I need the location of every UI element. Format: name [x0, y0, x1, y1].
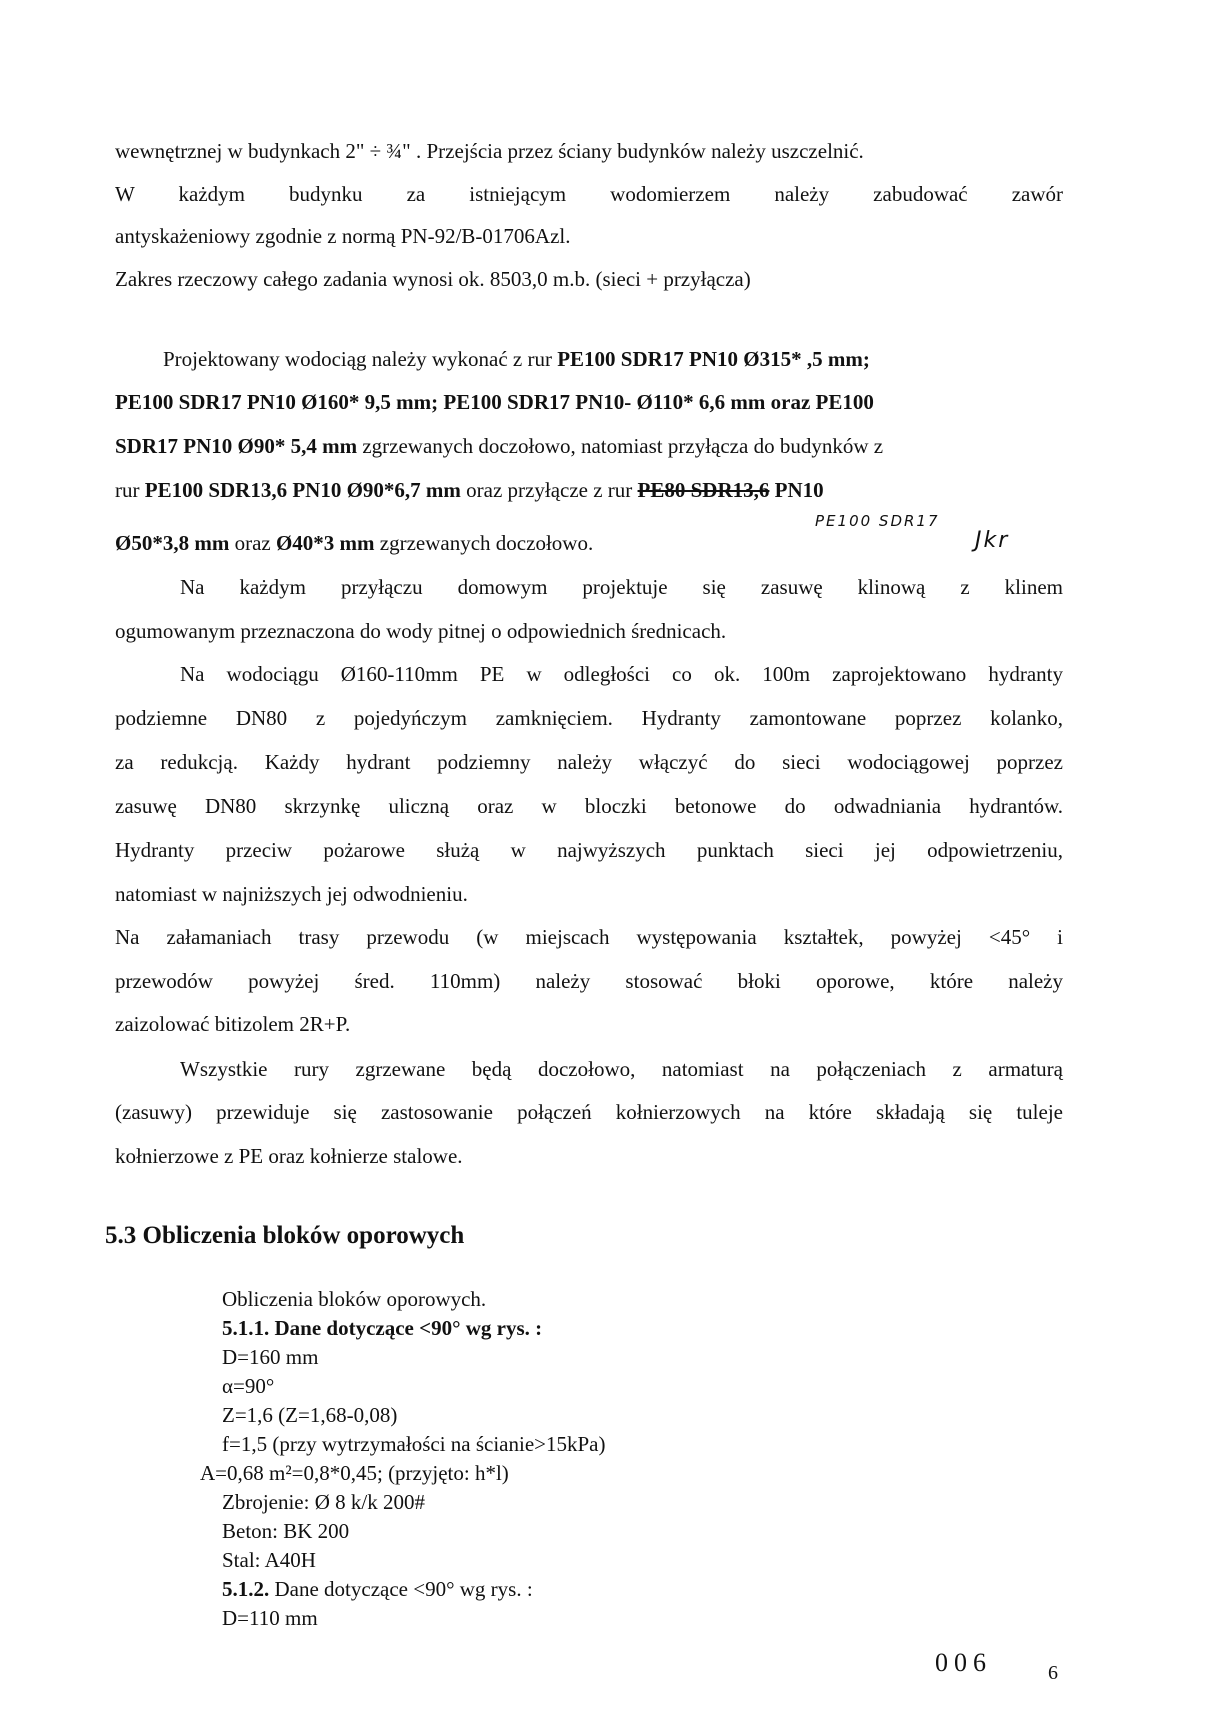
calc-section-number: 5.1.1.: [222, 1316, 270, 1340]
calc-line: Z=1,6 (Z=1,68-0,08): [222, 1403, 398, 1427]
text-line: kołnierzowe z PE oraz kołnierze stalowe.: [115, 1144, 463, 1168]
pipe-spec: Ø40*3 mm: [275, 531, 375, 555]
calc-line: D=160 mm: [222, 1345, 319, 1369]
text-line: ogumowanym przeznaczona do wody pitnej o odpowiednich średnicach.: [115, 619, 727, 643]
handwritten-correction: PE100 SDR17: [815, 512, 940, 530]
text-span: oraz: [229, 531, 276, 555]
calc-line: D=110 mm: [222, 1606, 318, 1630]
handwritten-initials: Jkr: [975, 528, 1010, 553]
calc-line: A=0,68 m²=0,8*0,45; (przyjęto: h*l): [200, 1461, 509, 1485]
text-line: zaizolować bitizolem 2R+P.: [115, 1012, 351, 1036]
text-span: Projektowany wodociąg należy wykonać z rur: [163, 347, 558, 371]
text-line: [115, 433, 883, 459]
text-line: Wszystkie rury zgrzewane będą doczołowo, natomiast na połączeniach z armaturą: [180, 1057, 1063, 1081]
calc-section-number: 5.1.2.: [222, 1577, 270, 1601]
pipe-spec: PN10: [769, 478, 824, 502]
text-line: podziemne DN80 z pojedyńczym zamknięciem. Hydranty zamontowane poprzez kolanko,: [115, 706, 1063, 730]
text-span: zgrzewanych doczołowo.: [374, 531, 594, 555]
text-line: natomiast w najniższych jej odwodnieniu.: [115, 882, 468, 906]
page-number: 6: [1048, 1662, 1058, 1684]
calc-line: Zbrojenie: Ø 8 k/k 200#: [222, 1490, 425, 1514]
struck-pipe-spec: PE80 SDR13,6: [637, 478, 770, 502]
calc-line: Stal: A40H: [222, 1548, 316, 1572]
text-line: [115, 530, 593, 556]
page-stamp: 006: [935, 1648, 992, 1677]
section-heading: 5.3 Obliczenia bloków oporowych: [105, 1222, 465, 1249]
text-line: PE100 SDR17 PN10 Ø160* 9,5 mm; PE100 SDR17 PN10- Ø110* 6,6 mm oraz PE100: [115, 390, 874, 414]
text-line: (zasuwy) przewiduje się zastosowanie połączeń kołnierzowych na które składają się tuleje: [115, 1100, 1063, 1124]
calc-line: f=1,5 (przy wytrzymałości na ścianie>15kPa): [222, 1432, 606, 1456]
calc-section-text: Dane dotyczące <90° wg rys. :: [269, 1577, 533, 1601]
text-line: [163, 346, 870, 372]
text-span: oraz przyłącze z rur: [460, 478, 638, 502]
text-line: zasuwę DN80 skrzynkę uliczną oraz w bloczki betonowe do odwadniania hydrantów.: [115, 794, 1063, 818]
text-line: za redukcją. Każdy hydrant podziemny należy włączyć do sieci wodociągowej poprzez: [115, 750, 1063, 774]
pipe-spec: Ø50*3,8 mm: [115, 531, 230, 555]
pipe-spec: SDR17 PN10 Ø90* 5,4 mm: [115, 434, 358, 458]
text-span: rur: [115, 478, 145, 502]
text-line: Hydranty przeciw pożarowe służą w najwyższych punktach sieci jej odpowietrzeniu,: [115, 838, 1063, 862]
calc-section-label: [222, 1314, 542, 1342]
calc-line: Beton: BK 200: [222, 1519, 350, 1543]
calc-title: Obliczenia bloków oporowych.: [222, 1287, 487, 1311]
calc-section-label: [222, 1575, 533, 1603]
text-line: [115, 477, 824, 503]
text-line: antyskażeniowy zgodnie z normą PN-92/B-01706Azl.: [115, 224, 571, 248]
text-line: Na każdym przyłączu domowym projektuje się zasuwę klinową z klinem: [180, 575, 1063, 599]
pipe-spec: PE100 SDR13,6 PN10 Ø90*6,7 mm: [144, 478, 461, 502]
text-span: zgrzewanych doczołowo, natomiast przyłącza do budynków z: [357, 434, 884, 458]
text-line: przewodów powyżej śred. 110mm) należy stosować błoki oporowe, które należy: [115, 969, 1063, 993]
text-line: W każdym budynku za istniejącym wodomierzem należy zabudować zawór: [115, 182, 1063, 206]
text-line: Na załamaniach trasy przewodu (w miejscach występowania kształtek, powyżej <45° i: [115, 925, 1063, 949]
text-line: wewnętrznej w budynkach 2" ÷ ¾" . Przejścia przez ściany budynków należy uszczelnić.: [115, 139, 864, 163]
pipe-spec: PE100 SDR17 PN10 Ø315* ,5 mm;: [557, 347, 870, 371]
text-line: Zakres rzeczowy całego zadania wynosi ok. 8503,0 m.b. (sieci + przyłącza): [115, 267, 751, 291]
calc-section-text: Dane dotyczące <90° wg rys. :: [269, 1316, 543, 1340]
text-line: Na wodociągu Ø160-110mm PE w odległości co ok. 100m zaprojektowano hydranty: [180, 662, 1063, 686]
calc-line: α=90°: [222, 1374, 275, 1398]
